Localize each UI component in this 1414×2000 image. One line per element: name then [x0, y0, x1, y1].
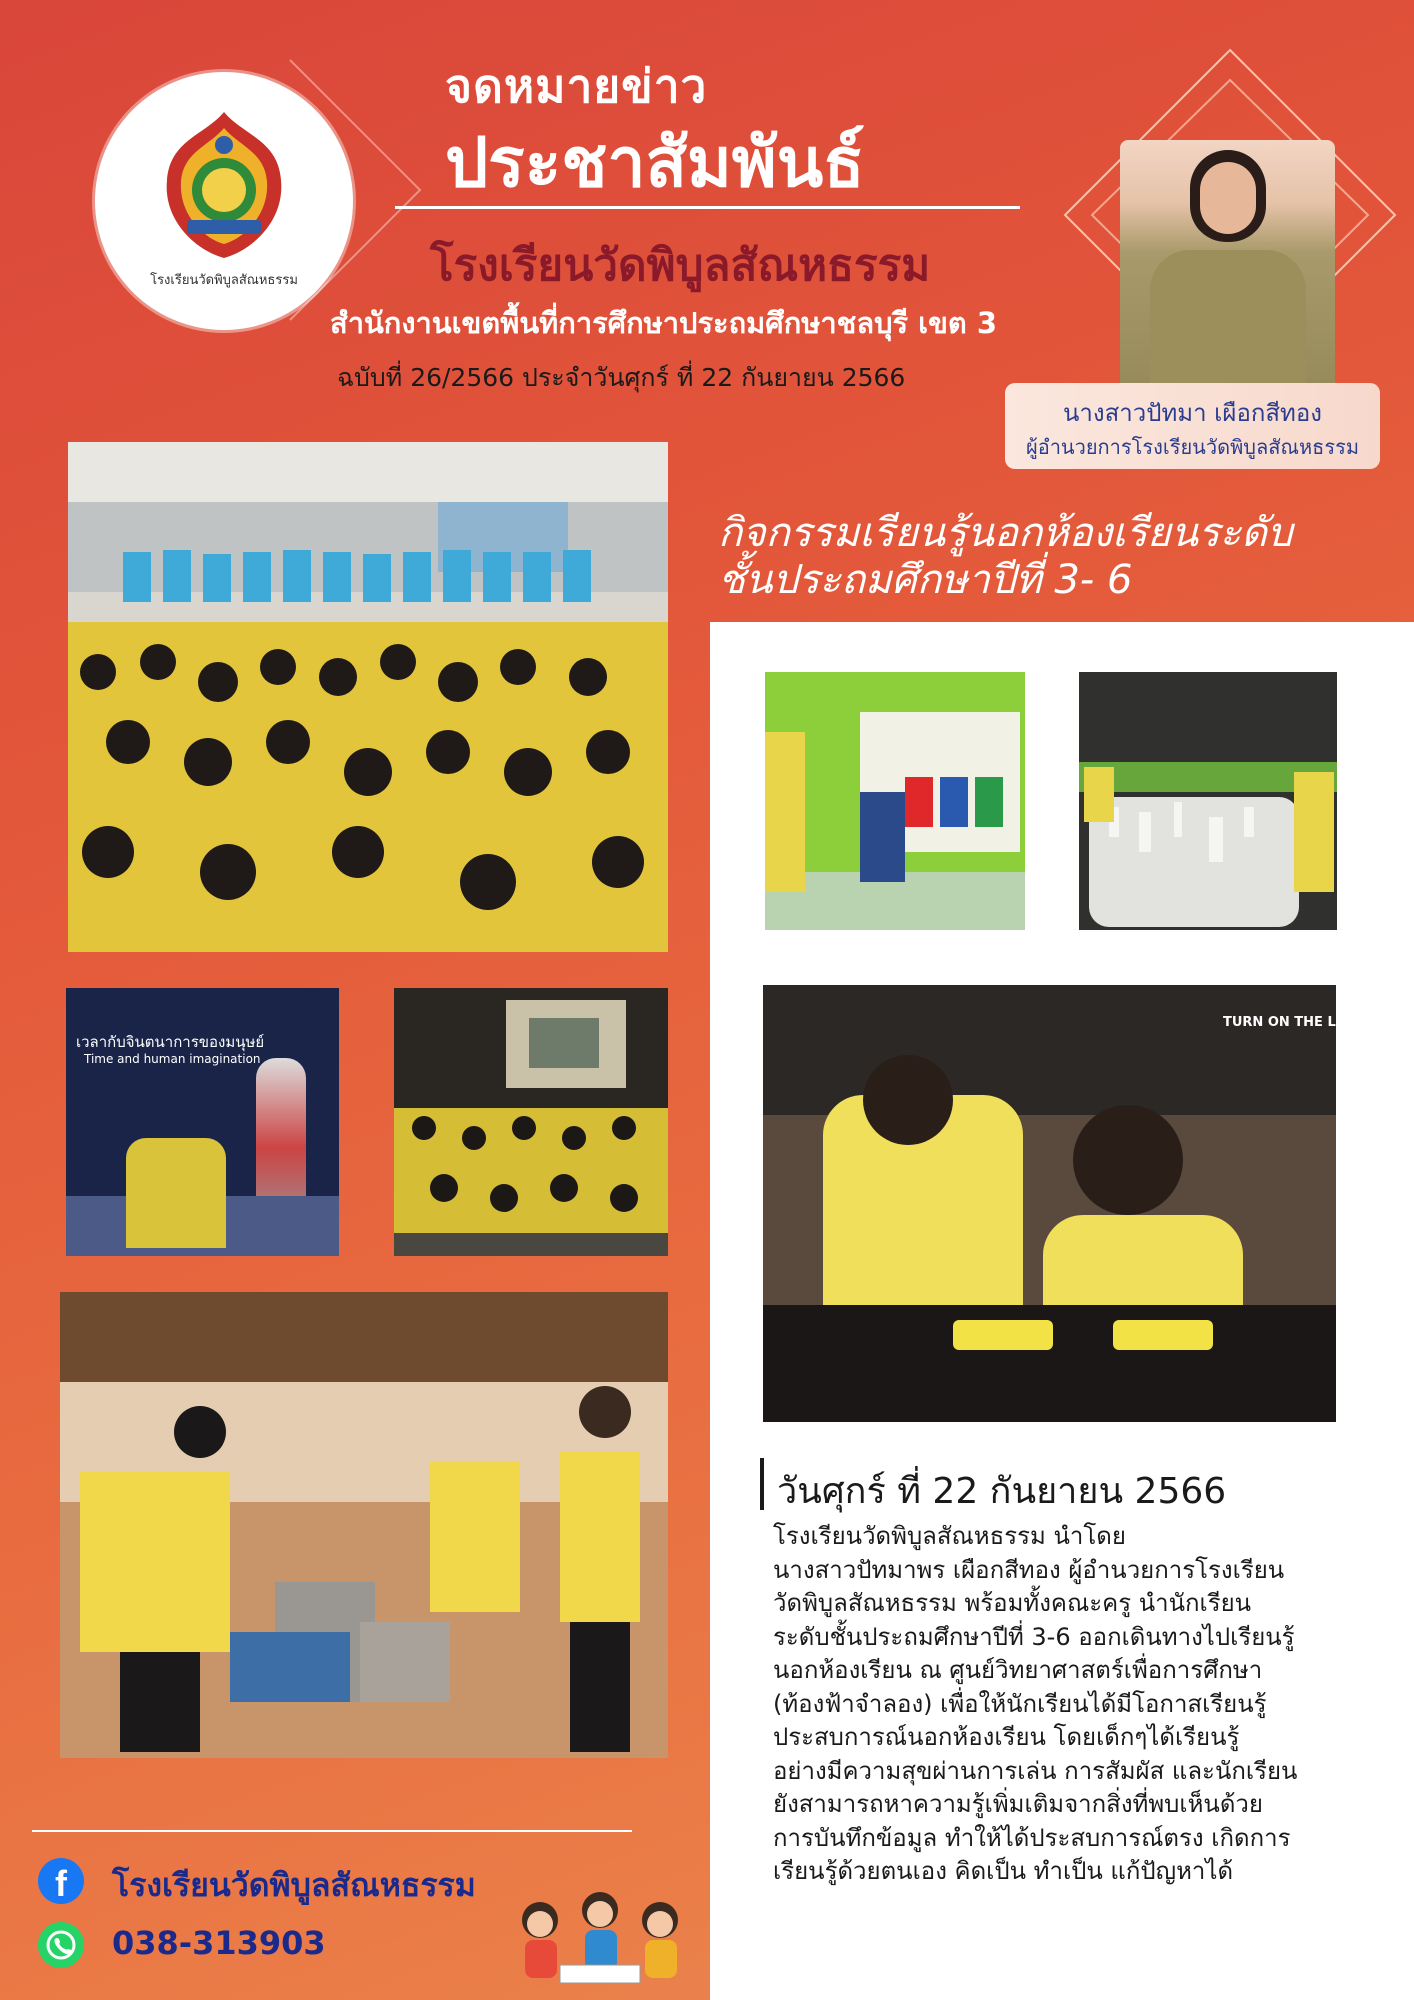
director-photo	[1120, 140, 1335, 390]
photo-city-model	[1079, 672, 1337, 930]
article-body-line: ยังสามารถหาความรู้เพิ่มเติมจากสิ่งที่พบเห็นด้วย	[773, 1790, 1263, 1818]
turn-on-the-light-sign: TURN ON THE L	[1223, 1015, 1336, 1030]
article-heading-line-2: ชั้นประถมศึกษาปีที่ 3- 6	[718, 557, 1133, 603]
article-body	[773, 1520, 1373, 1889]
article-body-line: ระดับชั้นประถมศึกษาปีที่ 3-6 ออกเดินทางไปเรียนรู้	[773, 1622, 1295, 1651]
article-body-line: โรงเรียนวัดพิบูลสัณหธรรม นำโดย	[773, 1522, 1126, 1550]
school-logo	[95, 72, 353, 330]
article-body-line: เรียนรู้ด้วยตนเอง คิดเป็น ทำเป็น แก้ปัญหาได้	[773, 1857, 1234, 1885]
footer-divider	[32, 1830, 632, 1832]
facebook-page-link[interactable]: โรงเรียนวัดพิบูลสัณหธรรม	[112, 1866, 476, 1904]
newsletter-title: จดหมายข่าว	[445, 59, 708, 113]
date-accent-bar	[760, 1458, 764, 1510]
photo-time-imagination	[66, 988, 339, 1256]
exhibit-label-thai: เวลากับจินตนาการของมนุษย์	[76, 1033, 265, 1051]
article-heading-line-1: กิจกรรมเรียนรู้นอกห้องเรียนระดับ	[718, 510, 1293, 556]
kids-reading-illustration	[500, 1880, 700, 1990]
article-date: วันศุกร์ ที่ 22 กันยายน 2566	[777, 1471, 1227, 1512]
director-name-box	[1005, 383, 1380, 469]
facebook-icon[interactable]: f	[38, 1858, 84, 1904]
article-body-line: อย่างมีความสุขผ่านการเล่น การสัมผัส และนักเรียน	[773, 1756, 1298, 1785]
school-emblem-icon	[153, 110, 295, 260]
education-office: สำนักงานเขตพื้นที่การศึกษาประถมศึกษาชลบุรี เขต 3	[330, 306, 998, 340]
logo-caption: โรงเรียนวัดพิบูลสัณหธรรม	[150, 272, 298, 287]
article-body-line: การบันทึกข้อมูล ทำให้ได้ประสบการณ์ตรง เกิดการ	[773, 1823, 1291, 1852]
header-divider	[395, 206, 1020, 209]
article-body-line: วัดพิบูลสัณหธรรม พร้อมทั้งคณะครู นำนักเรียน	[773, 1589, 1252, 1617]
exhibit-label-english: Time and human imagination	[84, 1052, 261, 1066]
article-body-line: นอกห้องเรียน ณ ศูนย์วิทยาศาสตร์เพื่อการศึกษา	[773, 1656, 1263, 1684]
director-name: นางสาวปัทมา เผือกสีทอง	[1063, 399, 1322, 427]
photo-earth-exhibit	[60, 1292, 668, 1758]
photo-circuit-activity	[763, 985, 1336, 1422]
article-body-line: (ท้องฟ้าจำลอง) เพื่อให้นักเรียนได้มีโอกาสเรียนรู้	[773, 1689, 1267, 1718]
photo-recycling-exhibit	[765, 672, 1025, 930]
article-body-line: นางสาวปัทมาพร เผือกสีทอง ผู้อำนวยการโรงเรียน	[773, 1555, 1285, 1584]
newsletter-subtitle: ประชาสัมพันธ์	[445, 124, 865, 203]
director-title: ผู้อำนวยการโรงเรียนวัดพิบูลสัณหธรรม	[1025, 435, 1360, 459]
photo-students-seated	[68, 442, 668, 952]
school-name: โรงเรียนวัดพิบูลสัณหธรรม	[430, 240, 931, 291]
issue-line: ฉบับที่ 26/2566 ประจำวันศุกร์ ที่ 22 กันยายน 2566	[337, 363, 906, 392]
article-body-line: ประสบการณ์นอกห้องเรียน โดยเด็กๆได้เรียนรู้	[773, 1723, 1240, 1751]
photo-projection-room	[394, 988, 668, 1256]
phone-number[interactable]: 038-313903	[112, 1924, 326, 1962]
article-heading	[718, 510, 1388, 604]
whatsapp-phone-icon	[38, 1922, 84, 1968]
